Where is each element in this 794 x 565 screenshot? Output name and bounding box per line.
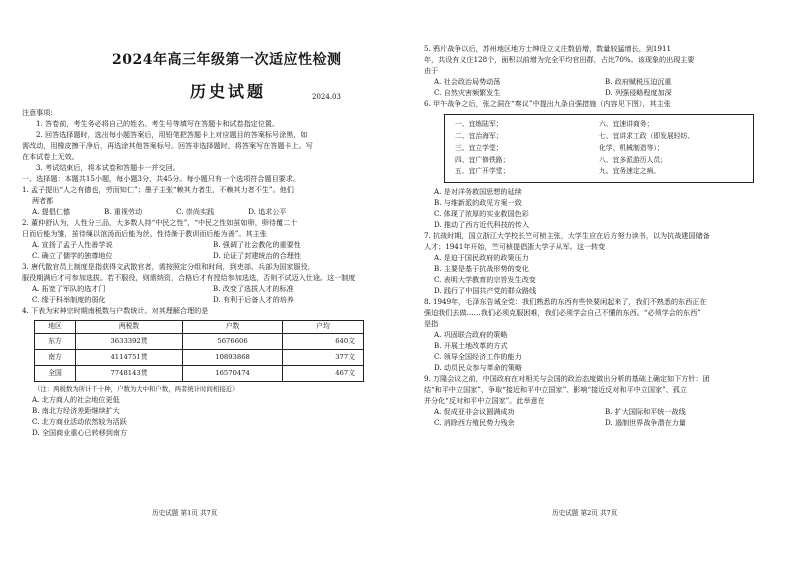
q7-stem: 7. 抗战时期，国立浙江大学校长竺可桢主张，大学生应在后方努力读书，以为抗战建国储备 <box>424 231 710 241</box>
q3-option-c[interactable]: C. 缘于科举制度的弱化 <box>32 294 106 304</box>
notes-item: 3. 考试结束后，将本试卷和答题卡一并交回。 <box>36 162 180 172</box>
table-cell: 3633392贯 <box>76 333 183 349</box>
table-row <box>35 333 364 349</box>
measure-item: 七、宜讲求工政（即发展轻纺、 <box>599 131 695 140</box>
q3-option-d[interactable]: D. 有利于后备人才的培养 <box>213 294 294 304</box>
measure-item: 八、宜多派游历人员； <box>599 155 667 164</box>
q1-stem: 1. 孟子提出“人之有德也，劳而知仁”；墨子主张“赖其力者生，不赖其力者不生”。他们 <box>22 184 294 194</box>
q4-option-a[interactable]: A. 北方商人的社会地位更低 <box>32 394 120 404</box>
table-header: 户均 <box>283 320 364 333</box>
q1-option-d[interactable]: D. 追求公平 <box>248 206 287 216</box>
table-cell: 4114751贯 <box>76 349 183 365</box>
table-header: 户数 <box>183 320 283 333</box>
measure-item: 二、宜治海军； <box>455 131 503 140</box>
q5-stem: 年，共设有义庄128个，面积以前增为完全平均官田群，占比70%。该现象的出现主要 <box>424 54 695 64</box>
q8-option-d[interactable]: D. 动员民众参与革命的策略 <box>434 363 522 373</box>
measure-item: 六、宜速讲商务； <box>599 119 654 128</box>
subject-title: 历史试题 <box>190 82 267 101</box>
q5-option-d[interactable]: D. 列强侵略程度加深 <box>605 87 672 97</box>
section-one-heading: 一、选择题：本题共15小题，每小题3分，共45分。每小题只有一个选项符合题目要求。 <box>22 173 300 183</box>
exam-title: 2024年高三年级第一次适应性检测 <box>112 52 342 68</box>
q2-option-b[interactable]: B. 强调了社会教化的重要性 <box>213 239 301 249</box>
table-cell: 377文 <box>283 349 364 365</box>
q4-option-d[interactable]: D. 全国商业重心已转移到南方 <box>32 427 128 437</box>
right-page <box>424 0 776 565</box>
q1-option-c[interactable]: C. 崇尚实践 <box>176 206 215 216</box>
right-footer: 历史试题 第2页 共7页 <box>552 509 618 517</box>
notes-item: 1. 答卷前，考生务必将自己的姓名、考生号等填写在答题卡和试卷指定位置。 <box>36 118 280 128</box>
exam-date: 2024.03 <box>312 93 341 101</box>
q4-option-c[interactable]: C. 北方商业活动依然较为活跃 <box>32 416 127 426</box>
table-header-row <box>35 320 364 333</box>
q5-option-b[interactable]: B. 政府赋税压迫沉重 <box>605 76 672 86</box>
table-note: （注：两税数为所计千十种，户数为大中和户数，两者统计时间相接近） <box>34 384 239 393</box>
table-cell: 5676606 <box>183 333 283 349</box>
q8-option-c[interactable]: C. 领导全国经济工作的能力 <box>434 352 522 362</box>
q7-option-a[interactable]: A. 是迫于国民政府的政策压力 <box>434 253 529 263</box>
measure-item: 四、宜广修铁路； <box>455 155 510 164</box>
table-cell: 10893868 <box>183 349 283 365</box>
measures-box <box>444 114 754 183</box>
q9-options-row <box>424 407 776 418</box>
q4-stem: 4. 下表为宋神宗时期南税数与户数统计。对其理解合理的是 <box>22 305 209 315</box>
notes-item: 需改动，用橡皮擦干净后，再选涂其他答案标号。回答非选择题时，将答案写在答题卡上。写 <box>22 140 313 150</box>
q4-option-b[interactable]: B. 南北方经济差距继续扩大 <box>32 405 120 415</box>
q9-stem: 结“和平中立国家”、争取“接近和平中立国家”、影响“接近反对和平中立国家”、孤立 <box>424 385 687 395</box>
q9-option-b[interactable]: B. 扩大国际和平统一战线 <box>605 407 686 417</box>
q3-stem: 服役期满后才可参加选拔。若不服役，则需纳资，合格后才有授给参加选选，否则不试迈入仕途。这一制度 <box>22 272 356 282</box>
measure-item: 九、宜务速定之病。 <box>599 167 661 176</box>
table-header: 两税数 <box>76 320 183 333</box>
measures-left-column <box>455 119 599 178</box>
q6-stem: 6. 甲午战争之后，张之洞在“奏议”中提出九条自强措施（内容见下图），其主张 <box>424 98 671 108</box>
measure-item: 一、宜练陆军； <box>455 119 503 128</box>
q3-options-row <box>22 284 394 295</box>
q9-options-row <box>424 418 776 429</box>
q2-option-d[interactable]: D. 论证了封建统治的合理性 <box>213 250 301 260</box>
q8-option-a[interactable]: A. 巩固联合政府的策略 <box>434 330 508 340</box>
q9-option-a[interactable]: A. 促成亚非会议圆满成功 <box>434 407 515 417</box>
table-cell: 16570474 <box>183 365 283 381</box>
q2-option-c[interactable]: C. 确立了儒学的独尊地位 <box>32 250 113 260</box>
q8-stem: 强迫我们去做……我们必须克服困难，我们必须学会自己不懂的东西。“必须学会的东西” <box>424 308 701 318</box>
q3-option-a[interactable]: A. 拓宽了军队的选才门 <box>32 283 106 293</box>
q1-option-a[interactable]: A. 提倡仁德 <box>32 206 71 216</box>
table-header: 地区 <box>35 320 76 333</box>
table-row <box>35 349 364 365</box>
q9-option-d[interactable]: D. 遏制世界战争潜在力量 <box>605 418 686 428</box>
q3-option-b[interactable]: B. 改变了选拔人才的标准 <box>213 283 294 293</box>
notes-heading: 注意事项: <box>22 108 53 117</box>
q6-option-b[interactable]: B. 与维新派的政见方案一致 <box>434 198 522 208</box>
tax-table <box>34 320 364 382</box>
q9-stem: 并分化“反对和平中立国家”。此举意在 <box>424 396 545 406</box>
table-cell: 全国 <box>35 365 76 381</box>
measure-item: 三、宜立学堂； <box>455 143 503 152</box>
q6-option-c[interactable]: C. 体现了浓厚的实业救国色彩 <box>434 209 529 219</box>
q6-option-a[interactable]: A. 是对洋务救国思想的延续 <box>434 187 522 197</box>
measure-item: 五、宜广开学堂； <box>455 167 510 176</box>
q3-options-row <box>22 295 394 306</box>
notes-item: 在本试卷上无效。 <box>22 151 79 161</box>
measures-right-column <box>599 119 743 178</box>
q6-option-d[interactable]: D. 推动了西方近代科技的传入 <box>434 220 530 230</box>
q3-stem: 3. 唐代散官员上制度是指获得文武散官者，需按照定分组和时间，到吏部、兵部为国家服役， <box>22 261 315 271</box>
q1-options <box>22 207 394 218</box>
q7-option-b[interactable]: B. 主要是基于抗战形势的变化 <box>434 264 529 274</box>
q7-stem: 人才；1941年开始，竺可桢提倡浙大学子从军。这一转变 <box>424 242 606 252</box>
q8-stem: 8. 1949年，毛泽东告诫全党：我们熟悉的东西有些快要闲起来了，我们不熟悉的东西正在 <box>424 297 707 307</box>
q2-options-row <box>22 240 394 251</box>
q8-option-b[interactable]: B. 开展土地改革的方式 <box>434 341 508 351</box>
q5-options-row <box>424 77 776 88</box>
q5-options-row <box>424 88 776 99</box>
notes-item: 2. 回答选择题时，选出每小题答案后，用铅笔把答题卡上对应题目的答案标号涂黑，如 <box>36 129 308 139</box>
q5-stem: 5. 鸦片战争以后，苏州地区地方士绅设立义庄数倍增，数量较猛增长，到1911 <box>424 44 671 53</box>
right-body <box>424 44 776 429</box>
q5-option-a[interactable]: A. 社会政治局势动荡 <box>434 76 501 86</box>
q2-stem: 日而后能为雏，茧待缫以涫汤而后能为丝。性待渐于教训而后能为善”。其主张 <box>22 228 267 238</box>
q7-option-d[interactable]: D. 践行了中国共产党的群众路线 <box>434 286 537 296</box>
table-cell: 东方 <box>35 333 76 349</box>
q8-stem: 是指 <box>424 319 439 329</box>
q9-stem: 9. 万隆会议之前，中国政府在对相关与会国的政治态度做出分析的基础上确定如下方针：团 <box>424 374 710 384</box>
table-cell: 467文 <box>283 365 364 381</box>
left-footer: 历史试题 第1页 共7页 <box>152 509 218 517</box>
q7-option-c[interactable]: C. 表明大学教育的宗旨发生改变 <box>434 275 536 285</box>
q1-stem: 两者都 <box>32 195 54 205</box>
q5-stem: 由于 <box>424 65 439 75</box>
table-row <box>35 365 364 381</box>
left-page <box>22 0 394 565</box>
q2-stem: 2. 董仲舒认为，人性分三品，大多数人持“中民之性”，“中民之性如茧如卵，卵待覆二十 <box>22 217 298 227</box>
left-body <box>22 108 394 439</box>
q1-option-b[interactable]: B. 重视劳动 <box>104 206 143 216</box>
q2-option-a[interactable]: A. 宣扬了孟子人性善学说 <box>32 239 113 249</box>
measure-item: 化学、机械制造等）； <box>599 143 664 152</box>
q9-option-c[interactable]: C. 消除西方殖民势力残余 <box>434 418 515 428</box>
table-cell: 南方 <box>35 349 76 365</box>
q5-option-c[interactable]: C. 自然灾害频繁发生 <box>434 87 501 97</box>
table-cell: 640文 <box>283 333 364 349</box>
table-cell: 7748143贯 <box>76 365 183 381</box>
q2-options-row <box>22 251 394 262</box>
